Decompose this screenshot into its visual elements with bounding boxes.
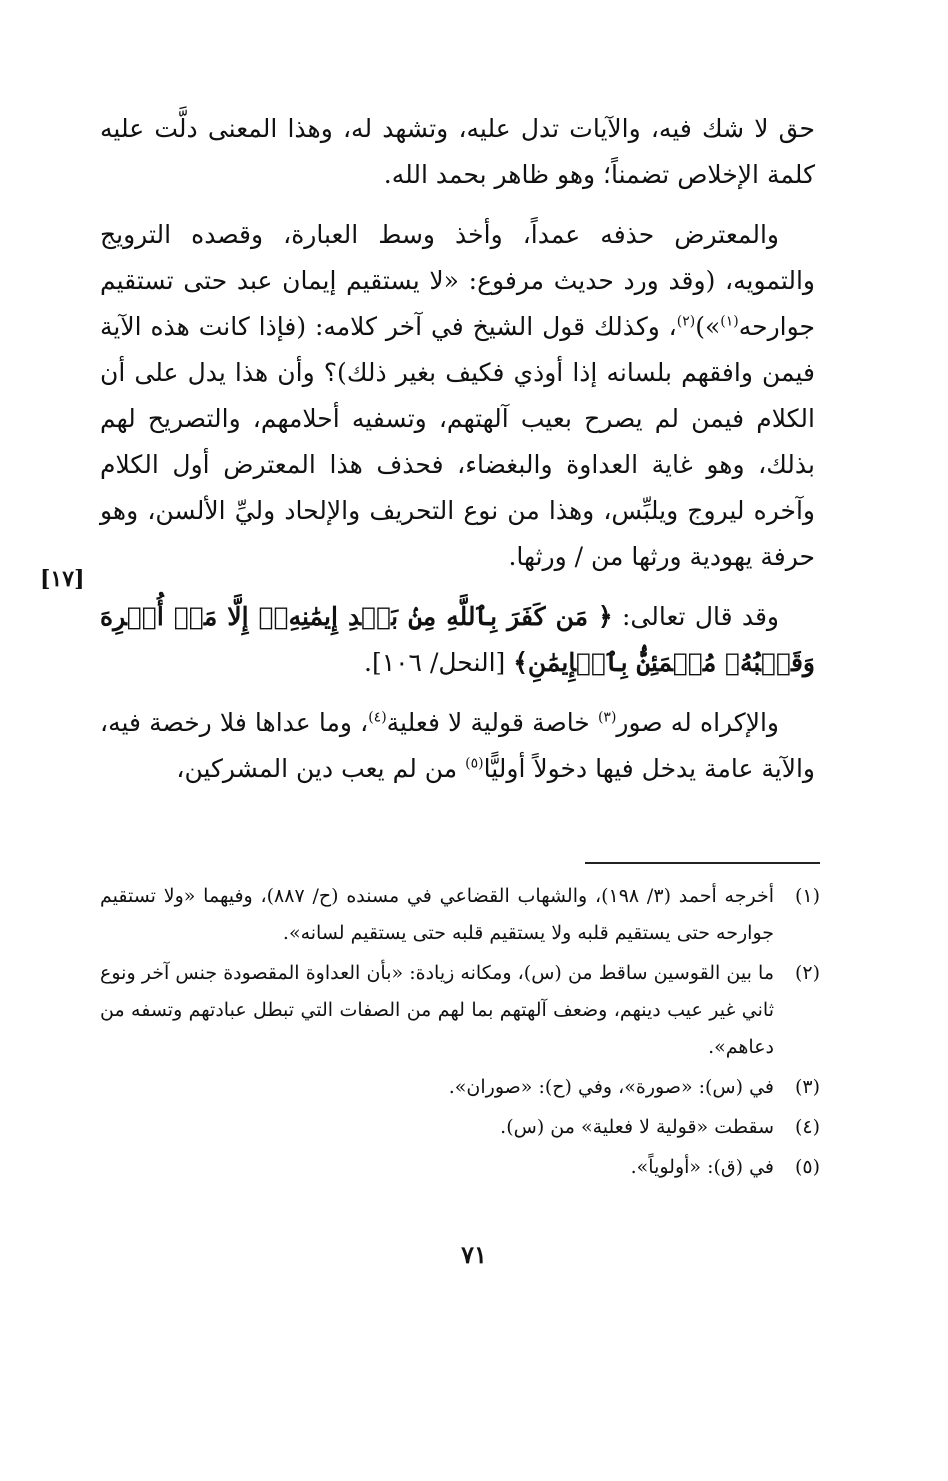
footnote-2 [100,955,820,1066]
verse-reference: [النحل/ ١٠٦]. [364,648,514,677]
footnote-ref-4[interactable]: (٤) [368,709,387,726]
paragraph-4-part-b: خاصة قولية لا فعلية [386,708,598,737]
footnote-ref-2[interactable]: (٢) [676,313,696,330]
footnote-ref-3[interactable]: (٣) [597,709,617,726]
footnote-4 [100,1109,820,1146]
paragraph-4 [100,700,815,792]
footnote-number: (١) [794,885,820,907]
main-text [100,106,815,806]
footnote-divider [585,862,820,864]
manuscript-folio-marker: [١٧] [40,566,85,592]
footnotes [100,878,820,1189]
footnote-text: أخرجه أحمد (٣/ ١٩٨)، والشهاب القضاعي في مسنده (ح/ ٨٨٧)، وفيهما «ولا تستقيم جوارحه حتى يستقيم قلبه ولا يستقيم قلبه حتى يستقيم لسانه». [100,885,774,944]
paragraph-2-part-a: والمعترض حذفه عمداً، وأخذ وسط العبارة، وقصده الترويج والتمويه، (وقد ورد حديث مرفوع: «لا يستقيم إيمان عبد حتى تستقيم جوارحه [100,220,815,341]
paragraph-4-part-d: من لم يعب دين المشركين، [176,754,466,783]
footnote-text: ما بين القوسين ساقط من (س)، ومكانه زيادة: «بأن العداوة المقصودة جنس آخر ونوع ثاني غير عيب دينهم، وضعف آلهتهم بما لهم من الصفات التي تبطل عبادتهم وتسفه من دعاهم». [100,962,774,1058]
footnote-number: (٣) [794,1076,820,1098]
paragraph-3 [100,594,815,686]
footnote-5 [100,1149,820,1186]
footnote-number: (٥) [794,1156,820,1178]
footnote-text: سقطت «قولية لا فعلية» من (س). [500,1116,774,1138]
footnote-ref-1[interactable]: (١) [720,313,739,330]
footnote-number: (٢) [794,962,820,984]
paragraph-4-text [100,700,815,792]
paragraph-4-part-a: والإكراه له صور [616,708,779,737]
page-number: ٧١ [461,1240,487,1269]
footnote-text: في (س): «صورة»، وفي (ح): «صوران». [448,1076,774,1098]
footnote-3 [100,1069,820,1106]
footnote-text: في (ق): «أولوياً». [630,1156,774,1178]
footnote-number: (٤) [794,1116,820,1138]
paragraph-2-text [100,212,815,580]
footnote-1 [100,878,820,952]
quran-verse: ﴿ مَن كَفَرَ بِٱللَّهِ مِنۢ بَعۡدِ إِيمَٰنِهِۦٓ إِلَّا مَنۡ أُكۡرِهَ وَقَلۡبُهُۥ مُطۡمَئِنُّۢ بِٱلۡإِيمَٰنِ﴾ [100,602,815,677]
footnote-ref-5[interactable]: (٥) [465,755,484,772]
paragraph-4-part-c: ، وما عداها فلا رخصة فيه، والآية عامة يدخل فيها دخولاً أوليًّا [100,708,815,783]
paragraph-1-text: حق لا شك فيه، والآيات تدل عليه، وتشهد له، وهذا المعنى دلَّت عليه كلمة الإخلاص تضمناً؛ وهو ظاهر بحمد الله. [100,114,815,189]
paragraph-3-part-a: وقد قال تعالى: [612,602,779,631]
paragraph-2-part-c: ، وكذلك قول الشيخ في آخر كلامه: (فإذا كانت هذه الآية فيمن وافقهم بلسانه إذا أوذي فكيف بغير ذلك)؟ وأن هذا يدل على أن الكلام فيمن لم يصرح بعيب آلهتهم، وتسفيه أحلامهم، والتصريح لهم بذلك، وهو غاية العداوة والبغضاء، فحذف هذا المعترض أول الكلام وآخره ليروج ويلبِّس، وهذا من نوع التحريف والإلحاد وليِّ الألسن، وهو حرفة يهودية ورثها من / ورثها. [100,312,815,571]
paragraph-2 [100,212,815,580]
paragraph-3-text [100,594,815,686]
paragraph-1 [100,106,815,198]
paragraph-2-part-b: ») [695,312,721,341]
